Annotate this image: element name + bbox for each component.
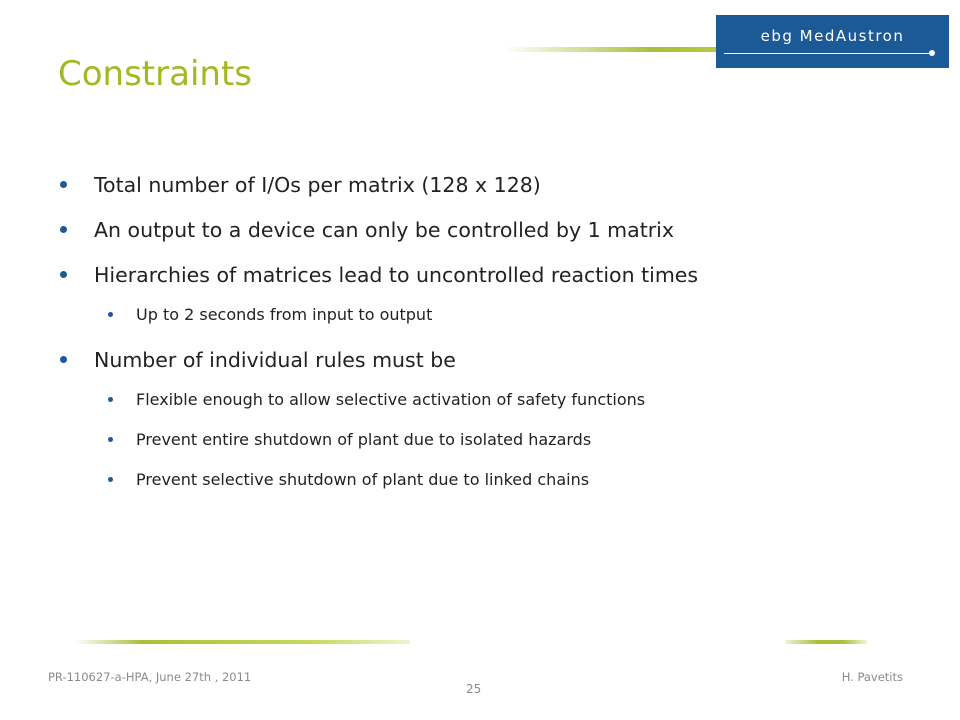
medaustron-logo (716, 15, 949, 68)
logo-rule (724, 53, 933, 54)
footer-author: H. Pavetits (841, 670, 903, 684)
logo-dot (929, 50, 935, 56)
sub-bullet-item: Prevent entire shutdown of plant due to isolated hazards (58, 425, 918, 465)
sub-bullet-item: Flexible enough to allow selective activation of safety functions (58, 385, 918, 425)
bullet-item: An output to a device can only be controlled by 1 matrix (58, 210, 918, 255)
logo-text: ebg MedAustron (760, 27, 905, 45)
bullet-item: Total number of I/Os per matrix (128 x 128) (58, 165, 918, 210)
footer-accent-line-right (785, 640, 867, 644)
footer-accent-line-left (75, 640, 410, 644)
footer-document-id: PR-110627-a-HPA, June 27th , 2011 (48, 670, 252, 684)
bullet-list (58, 165, 918, 505)
sub-bullet-item: Up to 2 seconds from input to output (58, 300, 918, 340)
bullet-item: Number of individual rules must be (58, 340, 918, 385)
bullet-item: Hierarchies of matrices lead to uncontrolled reaction times (58, 255, 918, 300)
sub-bullet-item: Prevent selective shutdown of plant due to linked chains (58, 465, 918, 505)
slide-title: Constraints (58, 54, 252, 94)
page-number: 25 (466, 682, 482, 696)
